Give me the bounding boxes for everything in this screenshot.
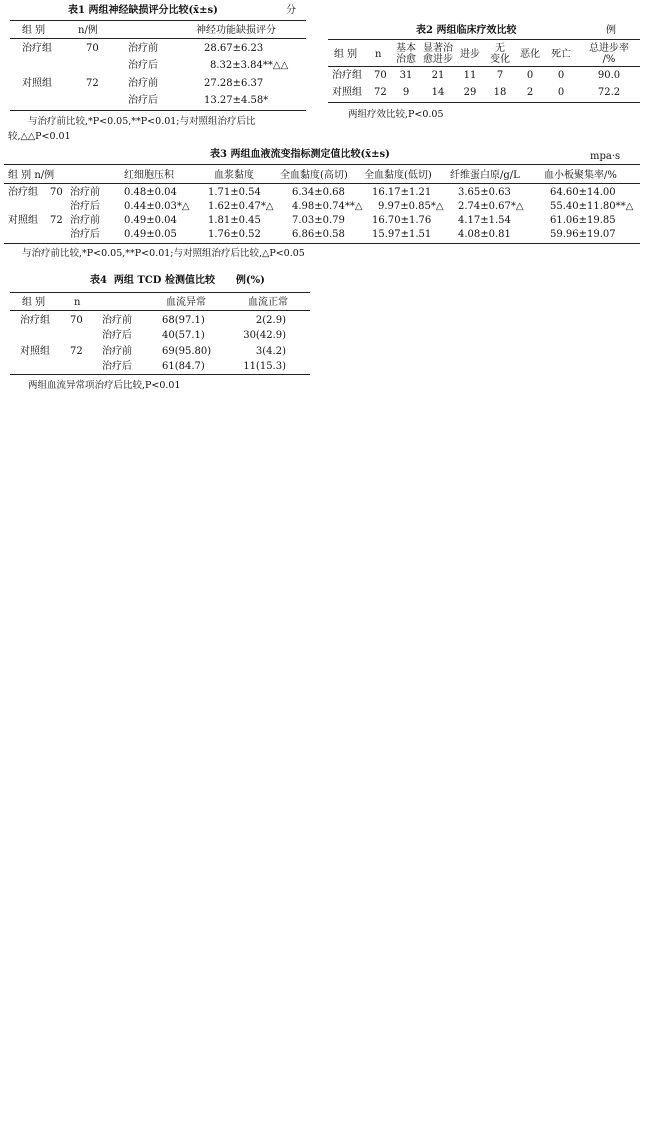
table1-top-rule xyxy=(10,20,306,21)
table3-cell-n: 70 xyxy=(50,187,63,198)
table2-caption: 表2 两组临床疗效比较 xyxy=(416,25,517,36)
table1-cell-score: 13.27±4.58* xyxy=(204,95,269,106)
table2-cell: 31 xyxy=(399,70,413,81)
table3-cell: 0.49±0.04 xyxy=(124,215,177,226)
table4-header-abnormal: 血流异常 xyxy=(166,297,206,308)
table2-cell: 29 xyxy=(463,87,477,98)
table4-cell-time: 治疗后 xyxy=(102,330,132,341)
table2-cell: 0 xyxy=(557,70,565,81)
table4-cell-time: 治疗前 xyxy=(102,315,132,326)
table2-header-nochange: 无 变化 xyxy=(490,43,510,65)
table3-cell: 6.86±0.58 xyxy=(292,229,345,240)
table3-cell: 0.49±0.05 xyxy=(124,229,177,240)
table3-header-fib: 纤维蛋白原/g/L xyxy=(450,170,520,181)
table3-cell: 16.70±1.76 xyxy=(372,215,432,226)
table3-cell-time: 治疗前 xyxy=(70,187,100,198)
table1-header-score: 神经功能缺损评分 xyxy=(196,25,276,36)
table3-cell: 1.62±0.47*△ xyxy=(208,201,274,212)
table3-header-whole-low: 全血黏度(低切) xyxy=(364,170,432,181)
table1-caption: 表1 两组神经缺损评分比较(x̄±s) xyxy=(68,5,218,16)
table3-cell: 4.08±0.81 xyxy=(458,229,511,240)
table3-bottom-rule xyxy=(4,243,640,244)
table3-header-hct: 红细胞压积 xyxy=(124,170,174,181)
table1-cell-n: 70 xyxy=(86,43,99,54)
table2-cell: 11 xyxy=(463,70,477,81)
table1-cell-score: 27.28±6.37 xyxy=(204,78,264,89)
table1-note-line2: 较,△△P<0.01 xyxy=(8,131,71,142)
table1-header-n: n/例 xyxy=(78,25,98,36)
table2-header-worse: 恶化 xyxy=(520,49,540,60)
table3-cell: 55.40±11.80**△ xyxy=(550,201,634,212)
table3-cell-group: 治疗组 xyxy=(8,187,38,198)
table4-header-normal: 血流正常 xyxy=(248,297,288,308)
table3-cell-time: 治疗前 xyxy=(70,215,100,226)
table1-header-group: 组 别 xyxy=(22,25,46,36)
table1-unit: 分 xyxy=(286,5,296,16)
table1-cell-score: 28.67±6.23 xyxy=(204,43,264,54)
table1-cell-time: 治疗后 xyxy=(128,95,158,106)
table4-cell-time: 治疗后 xyxy=(102,361,132,372)
table4-cell-normal: 30(42.9) xyxy=(243,330,286,341)
table1-cell-score: 8.32±3.84**△△ xyxy=(210,60,289,71)
table4-cell-abnormal: 40(57.1) xyxy=(162,330,205,341)
table3-cell: 16.17±1.21 xyxy=(372,187,432,198)
table3-cell: 0.48±0.04 xyxy=(124,187,177,198)
table2-header-rate: 总进步率 /% xyxy=(589,43,629,65)
table3-cell: 3.65±0.63 xyxy=(458,187,511,198)
table3-header-rule xyxy=(4,183,640,184)
table3-header-group: 组 别 n/例 xyxy=(8,170,55,181)
table4-header-n: n xyxy=(74,297,81,308)
table1-cell-group: 治疗组 xyxy=(22,43,52,54)
table2-header-cured: 基本 治愈 xyxy=(396,43,416,65)
table3-cell: 1.76±0.52 xyxy=(208,229,261,240)
table4-cell-group: 对照组 xyxy=(20,346,50,357)
table3-header-whole-high: 全血黏度(高切) xyxy=(280,170,348,181)
table4-header-group: 组 别 xyxy=(22,297,46,308)
table2-cell: 18 xyxy=(493,87,507,98)
table3-header-plt: 血小板聚集率/% xyxy=(544,170,617,181)
table2-header-marked: 显著治 愈进步 xyxy=(423,43,453,65)
table2-top-rule xyxy=(328,39,640,40)
table3-cell: 2.74±0.67*△ xyxy=(458,201,524,212)
table4-cell-abnormal: 61(84.7) xyxy=(162,361,205,372)
table3-cell-time: 治疗后 xyxy=(70,201,100,212)
table3-cell: 64.60±14.00 xyxy=(550,187,616,198)
table2-cell: 90.0 xyxy=(597,70,621,81)
table2-cell: 21 xyxy=(431,70,445,81)
table2-cell: 72.2 xyxy=(597,87,621,98)
table3-cell: 4.98±0.74**△ xyxy=(292,201,363,212)
table2-cell: 0 xyxy=(557,87,565,98)
table1-header-rule xyxy=(10,38,306,39)
table2-cell: 0 xyxy=(526,70,534,81)
table2-cell: 2 xyxy=(526,87,534,98)
table3-cell-group: 对照组 xyxy=(8,215,38,226)
table1-cell-time: 治疗前 xyxy=(128,78,158,89)
table3-cell: 6.34±0.68 xyxy=(292,187,345,198)
table3-cell: 0.44±0.03*△ xyxy=(124,201,190,212)
table2-bottom-rule xyxy=(328,102,640,103)
table4-top-rule xyxy=(10,292,310,293)
table3-cell: 9.97±0.85*△ xyxy=(378,201,444,212)
table2-cell-n: 70 xyxy=(374,70,387,81)
table1-note-line1: 与治疗前比较,*P<0.05,**P<0.01;与对照组治疗后比 xyxy=(28,116,256,127)
table2-cell-n: 72 xyxy=(374,87,387,98)
table1-cell-group: 对照组 xyxy=(22,78,52,89)
table4-cell-normal: 11(15.3) xyxy=(243,361,286,372)
table3-cell: 59.96±19.07 xyxy=(550,229,616,240)
table3-unit: mpa·s xyxy=(590,151,621,162)
table2-note: 两组疗效比较,P<0.05 xyxy=(348,109,444,120)
table2-header-death: 死亡 xyxy=(551,49,571,60)
table2-header-rule xyxy=(328,66,640,67)
table2-cell: 14 xyxy=(431,87,445,98)
table4-cell-abnormal: 68(97.1) xyxy=(162,315,205,326)
table3-cell: 4.17±1.54 xyxy=(458,215,511,226)
table2-cell: 7 xyxy=(496,70,504,81)
table4-cell-time: 治疗前 xyxy=(102,346,132,357)
table2-cell-group: 对照组 xyxy=(332,87,362,98)
table3-cell: 61.06±19.85 xyxy=(550,215,616,226)
table3-cell: 7.03±0.79 xyxy=(292,215,345,226)
table3-caption: 表3 两组血液流变指标测定值比较(x̄±s) xyxy=(210,149,390,160)
table3-cell: 15.97±1.51 xyxy=(372,229,432,240)
table4-header-rule xyxy=(10,310,310,311)
table4-cell-group: 治疗组 xyxy=(20,315,50,326)
table3-cell-time: 治疗后 xyxy=(70,229,100,240)
table4-bottom-rule xyxy=(10,374,310,375)
table4-caption: 表4 两组 TCD 检测值比较 例(%) xyxy=(90,275,265,286)
table4-note: 两组血流异常项治疗后比较,P<0.01 xyxy=(28,380,181,391)
table4-cell-abnormal: 69(95.80) xyxy=(162,346,212,357)
table3-header-plasma: 血浆黏度 xyxy=(214,170,254,181)
table1-cell-n: 72 xyxy=(86,78,99,89)
table3-top-rule xyxy=(4,164,640,165)
table4-cell-normal: 3(4.2) xyxy=(255,346,286,357)
table1-cell-time: 治疗后 xyxy=(128,60,158,71)
table4-cell-normal: 2(2.9) xyxy=(255,315,286,326)
table1-cell-time: 治疗前 xyxy=(128,43,158,54)
table3-cell: 1.81±0.45 xyxy=(208,215,261,226)
table2-unit: 例 xyxy=(606,25,616,36)
table1-bottom-rule xyxy=(10,110,306,111)
table2-cell-group: 治疗组 xyxy=(332,70,362,81)
table4-cell-n: 72 xyxy=(70,346,83,357)
table2-header-improved: 进步 xyxy=(460,49,480,60)
table3-note: 与治疗前比较,*P<0.05,**P<0.01;与对照组治疗后比较,△P<0.05 xyxy=(22,248,305,259)
table4-cell-n: 70 xyxy=(70,315,83,326)
table3-cell: 1.71±0.54 xyxy=(208,187,261,198)
table2-header-n: n xyxy=(375,49,382,60)
table2-cell: 9 xyxy=(402,87,410,98)
table2-header-group: 组 别 xyxy=(334,49,358,60)
table3-cell-n: 72 xyxy=(50,215,63,226)
